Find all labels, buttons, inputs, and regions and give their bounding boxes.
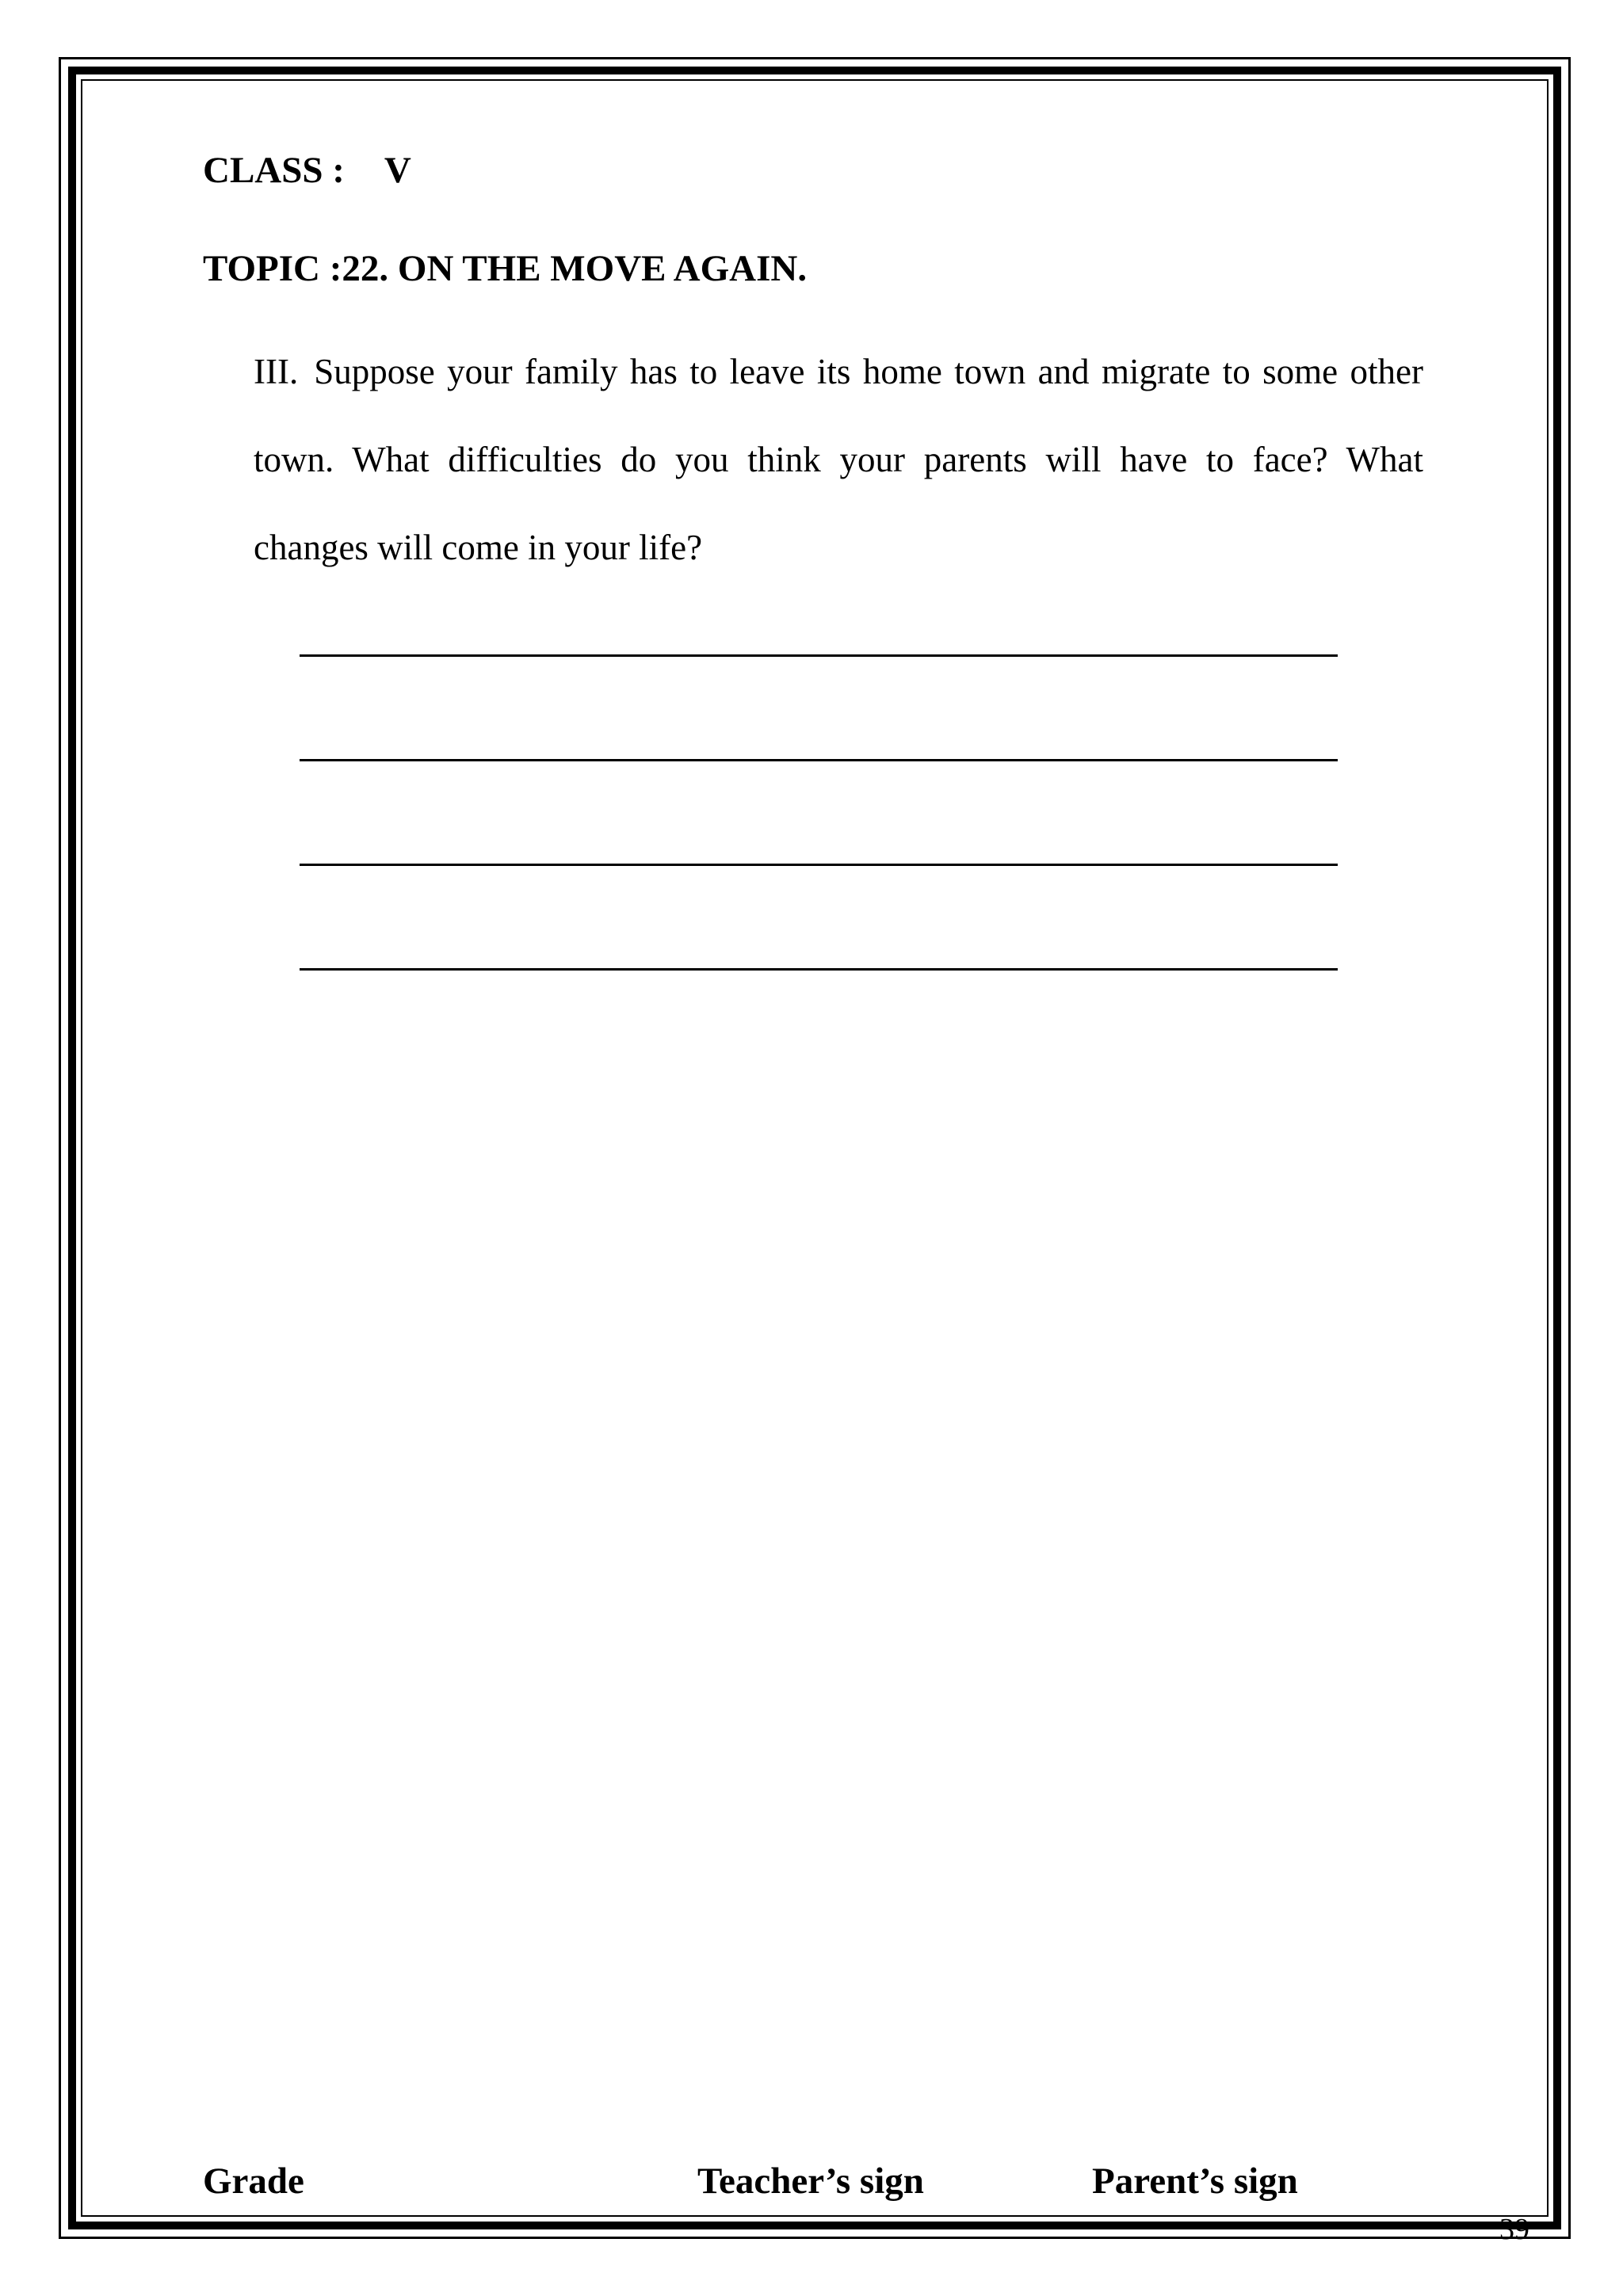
class-heading [203,149,411,192]
question-number: III. [254,352,299,391]
question-block [254,328,1423,592]
class-label: CLASS : [203,150,345,191]
page-number: 39 [1499,2213,1529,2246]
teacher-sign-label: Teacher’s sign [697,2161,924,2202]
topic-heading: TOPIC :22. ON THE MOVE AGAIN. [203,248,808,289]
question-text: Suppose your family has to leave its home town and migrate to some other town. What difficulties do you think your parents will have to face? What changes will come in your life? [254,352,1423,567]
answer-line[interactable] [300,864,1338,866]
grade-label: Grade [203,2161,304,2202]
answer-line[interactable] [300,654,1338,657]
class-value: V [384,150,411,191]
answer-line[interactable] [300,968,1338,971]
parent-sign-label: Parent’s sign [1092,2161,1298,2202]
answer-line[interactable] [300,759,1338,761]
